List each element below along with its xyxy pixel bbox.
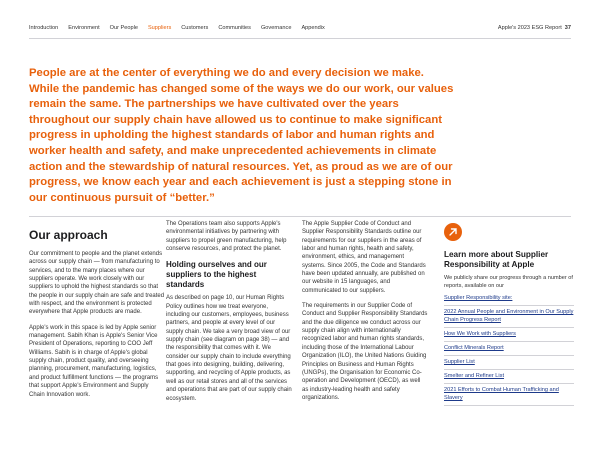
sidebar-description: We publicly share our progress through a number of reports, available on our — [444, 275, 573, 289]
link-item — [444, 306, 574, 328]
nav-introduction[interactable]: Introduction — [29, 25, 59, 31]
link-item — [444, 356, 574, 370]
report-name: Apple's 2023 ESG Report — [497, 25, 562, 31]
link-smelter-refiner-list[interactable]: Smelter and Refiner List — [444, 373, 505, 379]
approach-paragraph-2: Apple's work in this space is led by Apple senior management. Sabih Khan is Apple's Senior Vice President of Operations, reporting to COO Jeff Williams. Sabih is in charge of Apple's global supply chain, product quality, and overseeing planning, procurement, manufacturing, logistics, and product fulfillment functions — the programs that support Apple's Environment and Supply Chain Innovation work. — [29, 324, 159, 398]
nav-our-people[interactable]: Our People — [109, 25, 138, 31]
nav-governance[interactable]: Governance — [260, 25, 292, 31]
link-item — [444, 328, 574, 342]
code-paragraph-2: The requirements in our Supplier Code of Conduct and Supplier Responsibility Standards and the due diligence we conduct across our supply chain align with internationally recognized labor and human rights standards, including those of the International Labour Organization (ILO), the United Nations Guiding Principles on Business and Human Rights (UNGPs), the Organisation for Economic Co-operation and Development (OECD), as well as industry-leading health and safety organizations. — [302, 303, 428, 401]
link-how-we-work[interactable]: How We Work with Suppliers — [444, 331, 516, 337]
page-number: 37 — [564, 25, 571, 31]
sidebar-title: Learn more about Supplier Responsibility at Apple — [444, 250, 549, 269]
section-divider — [29, 216, 571, 217]
nav-environment[interactable]: Environment — [68, 25, 100, 31]
arrow-up-right-icon[interactable] — [444, 223, 462, 241]
link-item — [444, 292, 574, 306]
nav-suppliers[interactable]: Suppliers — [147, 25, 172, 31]
link-item — [444, 342, 574, 356]
nav-customers[interactable]: Customers — [181, 25, 209, 31]
code-of-conduct-column — [302, 220, 428, 409]
operations-paragraph: The Operations team also supports Apple's environmental initiatives by partnering with suppliers to propel green manufacturing, help conserve resources, and protect the planet. — [166, 221, 287, 253]
top-navigation — [0, 0, 600, 40]
link-supplier-list[interactable]: Supplier List — [444, 359, 475, 365]
approach-column — [29, 228, 165, 406]
standards-subheading: Holding ourselves and our suppliers to the highest standards — [166, 260, 267, 290]
link-conflict-minerals[interactable]: Conflict Minerals Report — [444, 345, 504, 351]
learn-more-sidebar — [444, 223, 574, 406]
standards-column — [166, 220, 292, 410]
intro-statement: People are at the center of everything we do and every decision we make. While the pandemic has changed some of the ways we do our work, our values remain the same. The partnerships we have cultivated over the years throughout our supply chain have allowed us to continue to make significant progress in upholding the highest standards of labor and human rights and worker health and safety, and make unprecedented achievements in climate action and the stewardship of natural resources. Yet, as proud as we are of our progress, we know each year and each achievement is just a stepping stone in our continuous pursuit of “better.” — [29, 67, 454, 204]
approach-paragraph-1: Our commitment to people and the planet extends across our supply chain — from manufacturing to services, and to the many places where our suppliers operate. We work closely with our suppliers to uphold the highest standards so that the people in our supply chain are safe and treated with respect, and the environment is protected everywhere that Apple products are made. — [29, 251, 165, 316]
nav-communities[interactable]: Communities — [218, 25, 251, 31]
link-item — [444, 370, 574, 384]
code-paragraph-1: The Apple Supplier Code of Conduct and Supplier Responsibility Standards outline our requirements for our suppliers in the areas of labor and human rights, health and safety, environment, ethics, and management systems. Since 2005, the Code and Standards have been updated annually, are published on our website in 15 languages, and communicated to our suppliers. — [302, 221, 426, 294]
link-progress-report[interactable]: 2022 Annual People and Environment in Our Supply Chain Progress Report — [444, 309, 574, 323]
report-title — [498, 25, 571, 31]
approach-heading: Our approach — [29, 228, 108, 242]
nav-appendix[interactable]: Appendix — [301, 25, 325, 31]
nav-menu — [29, 25, 325, 31]
human-rights-paragraph: As described on page 10, our Human Rights Policy outlines how we treat everyone, including our customers, employees, business partners, and people at every level of our supply chain. We take a very broad view of our supply chain (see diagram on page 38) — and the responsibility that comes with it. We consider our supply chain to include everything that goes into designing, building, delivering, supporting, and recycling of Apple products, as well as our retail stores and all of the services and operations that are part of our supply chain ecosystem. — [166, 295, 292, 402]
link-item — [444, 384, 574, 406]
link-supplier-responsibility-site[interactable]: Supplier Responsibility site: — [444, 295, 513, 301]
link-human-trafficking[interactable]: 2021 Efforts to Combat Human Trafficking and Slavery — [444, 387, 559, 401]
header-divider — [29, 38, 571, 39]
